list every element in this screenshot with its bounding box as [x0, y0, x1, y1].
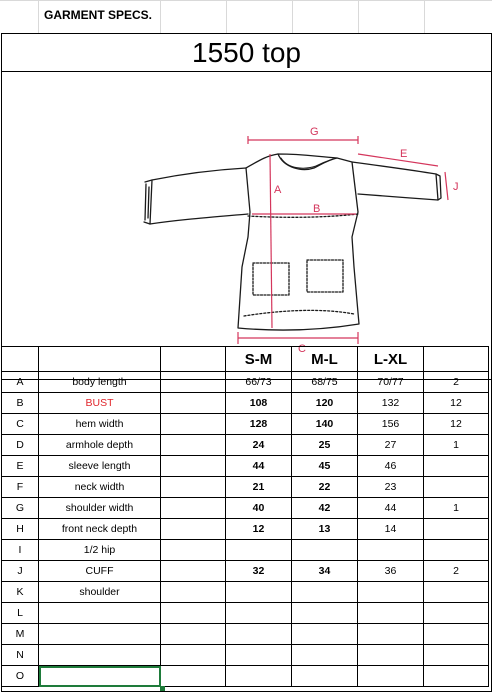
- spacer-cell[interactable]: [161, 540, 226, 561]
- value-size-2[interactable]: 13: [292, 519, 358, 540]
- measurement-name[interactable]: BUST: [39, 393, 161, 414]
- row-code[interactable]: L: [2, 603, 39, 624]
- table-row: [2, 456, 489, 477]
- size-col-3[interactable]: L-XL: [358, 347, 424, 372]
- value-size-2[interactable]: [292, 540, 358, 561]
- table-row: [2, 666, 489, 687]
- spacer-cell[interactable]: [161, 498, 226, 519]
- spacer-cell[interactable]: [161, 603, 226, 624]
- label-e: E: [400, 148, 408, 160]
- right-pocket: [307, 260, 343, 292]
- measurement-name[interactable]: neck width: [39, 477, 161, 498]
- value-size-1[interactable]: [226, 624, 292, 645]
- table-row: [2, 372, 489, 393]
- spacer-cell[interactable]: [161, 561, 226, 582]
- value-size-3[interactable]: 27: [358, 435, 424, 456]
- value-size-3[interactable]: 132: [358, 393, 424, 414]
- value-size-2[interactable]: [292, 603, 358, 624]
- measurement-name[interactable]: front neck depth: [39, 519, 161, 540]
- right-sleeve: [352, 162, 438, 200]
- row-code[interactable]: O: [2, 666, 39, 687]
- label-c: C: [298, 343, 306, 355]
- value-size-2[interactable]: 25: [292, 435, 358, 456]
- table-row: [2, 477, 489, 498]
- table-row: [2, 561, 489, 582]
- value-size-1[interactable]: [226, 540, 292, 561]
- measurement-name[interactable]: [39, 666, 161, 687]
- table-row: [2, 414, 489, 435]
- spacer-cell[interactable]: [161, 477, 226, 498]
- spacer-cell[interactable]: [161, 414, 226, 435]
- spacer-cell[interactable]: [161, 393, 226, 414]
- row-code[interactable]: E: [2, 456, 39, 477]
- row-code[interactable]: B: [2, 393, 39, 414]
- value-size-3[interactable]: 156: [358, 414, 424, 435]
- row-code[interactable]: N: [2, 645, 39, 666]
- table-row: [2, 435, 489, 456]
- measurement-name[interactable]: armhole depth: [39, 435, 161, 456]
- value-size-2[interactable]: [292, 582, 358, 603]
- measure-a: [270, 154, 272, 328]
- spacer-cell[interactable]: [161, 456, 226, 477]
- row-code[interactable]: I: [2, 540, 39, 561]
- value-size-3[interactable]: [358, 624, 424, 645]
- table-row: [2, 393, 489, 414]
- table-row: [2, 645, 489, 666]
- row-code[interactable]: G: [2, 498, 39, 519]
- selection-fill-handle[interactable]: [160, 686, 165, 691]
- grade-rule[interactable]: [424, 456, 489, 477]
- size-header-row: [2, 347, 489, 372]
- measurement-name[interactable]: shoulder: [39, 582, 161, 603]
- grade-rule[interactable]: 1: [424, 435, 489, 456]
- value-size-3[interactable]: 14: [358, 519, 424, 540]
- table-row: [2, 540, 489, 561]
- table-row: [2, 498, 489, 519]
- table-row: [2, 582, 489, 603]
- measurement-name[interactable]: hem width: [39, 414, 161, 435]
- spacer-cell[interactable]: [161, 645, 226, 666]
- row-code[interactable]: M: [2, 624, 39, 645]
- row-code[interactable]: K: [2, 582, 39, 603]
- body-outline: [238, 154, 359, 330]
- value-size-1[interactable]: 66/73: [226, 372, 292, 393]
- value-size-3[interactable]: [358, 582, 424, 603]
- grade-rule[interactable]: [424, 666, 489, 687]
- row-code[interactable]: D: [2, 435, 39, 456]
- value-size-3[interactable]: 44: [358, 498, 424, 519]
- table-row: [2, 519, 489, 540]
- measurement-name[interactable]: CUFF: [39, 561, 161, 582]
- value-size-3[interactable]: 23: [358, 477, 424, 498]
- value-size-3[interactable]: 36: [358, 561, 424, 582]
- spacer-cell[interactable]: [161, 519, 226, 540]
- row-code[interactable]: A: [2, 372, 39, 393]
- product-title: 1550 top: [2, 34, 491, 72]
- measurement-name[interactable]: sleeve length: [39, 456, 161, 477]
- value-size-1[interactable]: 12: [226, 519, 292, 540]
- value-size-3[interactable]: 70/77: [358, 372, 424, 393]
- grade-rule[interactable]: 12: [424, 414, 489, 435]
- grade-rule[interactable]: 2: [424, 372, 489, 393]
- value-size-1[interactable]: 108: [226, 393, 292, 414]
- label-g: G: [310, 126, 319, 138]
- value-size-3[interactable]: [358, 540, 424, 561]
- value-size-2[interactable]: 22: [292, 477, 358, 498]
- value-size-3[interactable]: 46: [358, 456, 424, 477]
- value-size-1[interactable]: [226, 582, 292, 603]
- value-size-2[interactable]: 140: [292, 414, 358, 435]
- value-size-1[interactable]: 40: [226, 498, 292, 519]
- measurement-name[interactable]: [39, 645, 161, 666]
- value-size-2[interactable]: [292, 666, 358, 687]
- measure-j: [445, 172, 448, 200]
- label-b: B: [313, 203, 321, 215]
- spacer-cell[interactable]: [161, 372, 226, 393]
- measurement-name[interactable]: [39, 603, 161, 624]
- garment-sketch: [2, 72, 491, 380]
- value-size-1[interactable]: 21: [226, 477, 292, 498]
- row-code[interactable]: H: [2, 519, 39, 540]
- value-size-1[interactable]: [226, 666, 292, 687]
- grade-rule[interactable]: [424, 603, 489, 624]
- neckline: [278, 154, 337, 169]
- hem-detail: [244, 310, 354, 316]
- value-size-3[interactable]: [358, 666, 424, 687]
- value-size-2[interactable]: [292, 645, 358, 666]
- label-a: A: [274, 184, 282, 196]
- measurement-name[interactable]: 1/2 hip: [39, 540, 161, 561]
- row-code[interactable]: J: [2, 561, 39, 582]
- spacer-cell[interactable]: [161, 435, 226, 456]
- value-size-3[interactable]: [358, 603, 424, 624]
- grade-rule[interactable]: [424, 624, 489, 645]
- value-size-1[interactable]: [226, 603, 292, 624]
- garment-drawing: [2, 72, 491, 379]
- value-size-2[interactable]: [292, 624, 358, 645]
- sheet-title: GARMENT SPECS.: [44, 8, 153, 22]
- value-size-1[interactable]: 32: [226, 561, 292, 582]
- value-size-1[interactable]: [226, 645, 292, 666]
- size-col-1[interactable]: S-M: [226, 347, 292, 372]
- row-code[interactable]: F: [2, 477, 39, 498]
- table-row: [2, 603, 489, 624]
- grade-rule[interactable]: [424, 519, 489, 540]
- label-j: J: [453, 181, 459, 193]
- value-size-2[interactable]: 68/75: [292, 372, 358, 393]
- size-col-2[interactable]: M-L: [292, 347, 358, 372]
- spacer-cell[interactable]: [161, 666, 226, 687]
- grade-rule[interactable]: 1: [424, 498, 489, 519]
- spacer-cell[interactable]: [161, 624, 226, 645]
- grade-rule[interactable]: 2: [424, 561, 489, 582]
- value-size-1[interactable]: 128: [226, 414, 292, 435]
- value-size-2[interactable]: 45: [292, 456, 358, 477]
- grade-rule[interactable]: [424, 540, 489, 561]
- value-size-3[interactable]: [358, 645, 424, 666]
- spec-table: [1, 346, 489, 687]
- value-size-2[interactable]: 120: [292, 393, 358, 414]
- value-size-1[interactable]: 44: [226, 456, 292, 477]
- row-code[interactable]: C: [2, 414, 39, 435]
- grade-rule[interactable]: [424, 477, 489, 498]
- value-size-1[interactable]: 24: [226, 435, 292, 456]
- left-sleeve: [150, 168, 248, 224]
- measurement-name[interactable]: body length: [39, 372, 161, 393]
- grade-rule[interactable]: [424, 645, 489, 666]
- measurement-name[interactable]: [39, 624, 161, 645]
- table-row: [2, 624, 489, 645]
- grade-rule[interactable]: 12: [424, 393, 489, 414]
- value-size-2[interactable]: 34: [292, 561, 358, 582]
- measurement-name[interactable]: shoulder width: [39, 498, 161, 519]
- value-size-2[interactable]: 42: [292, 498, 358, 519]
- grade-rule[interactable]: [424, 582, 489, 603]
- spacer-cell[interactable]: [161, 582, 226, 603]
